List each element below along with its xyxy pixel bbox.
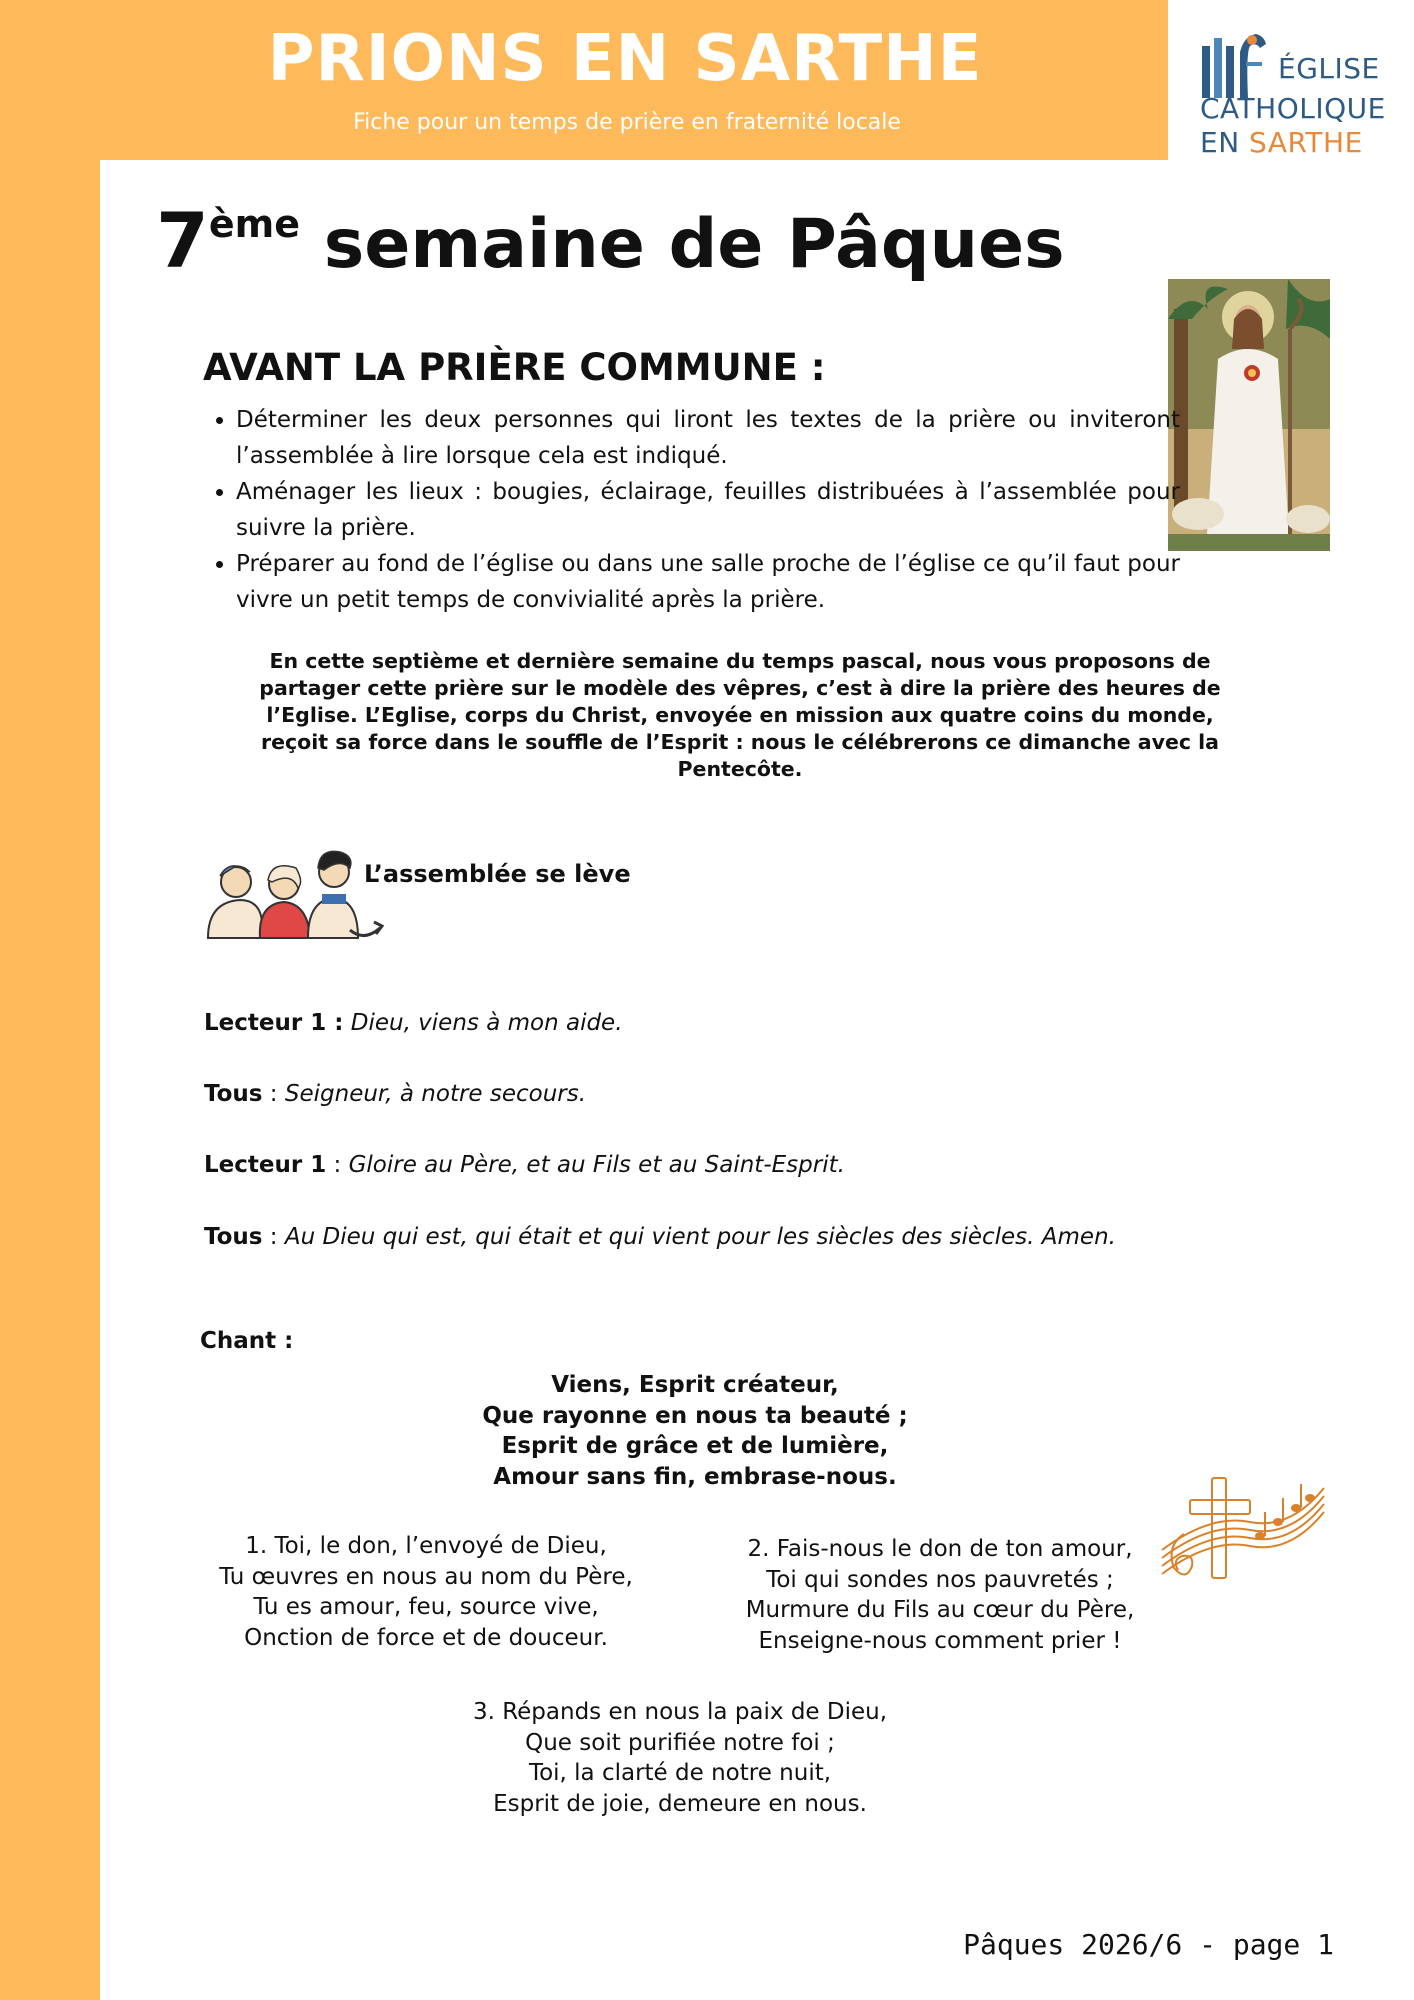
chant-verse-2: 2. Fais-nous le don de ton amour, Toi qui sondes nos pauvretés ; Murmure du Fils au cœur du Père, Enseigne-nous comment prier ! — [745, 1536, 1135, 1654]
list-item: • Préparer au fond de l’église ou dans une salle proche de l’église ce qu’il faut pour vivre un petit temps de convivialité après la prière. — [236, 546, 1180, 618]
header-subtitle: Fiche pour un temps de prière en fraternité locale — [353, 110, 901, 135]
dialogue-line-1: Lecteur 1 : Dieu, viens à mon aide. — [204, 1010, 623, 1036]
dialogue-line-2: Tous : Seigneur, à notre secours. — [204, 1081, 587, 1107]
chant-verse-1: 1. Toi, le don, l’envoyé de Dieu, Tu œuvres en nous au nom du Père, Tu es amour, feu, source vive, Onction de force et de douceur. — [219, 1533, 633, 1651]
page-footer: Pâques 2026/6 - page 1 — [963, 1928, 1334, 1961]
sacred-heart-jesus-image — [1168, 279, 1330, 551]
page-title: 7ème semaine de Pâques — [156, 196, 1065, 285]
diocese-logo — [1196, 18, 1396, 158]
before-prayer-heading: AVANT LA PRIÈRE COMMUNE : — [203, 346, 826, 389]
intro-paragraph: En cette septième et dernière semaine du temps pascal, nous vous proposons de partager cette prière sur le modèle des vêpres, c’est à dire la prière des heures de l’Eglise. L’Eglise, corps du Christ, envoyée en mission aux quatre coins du monde, reçoit sa force dans le souffle de l’Esprit : nous le célébrerons ce dimanche avec la Pentecôte. — [259, 649, 1221, 781]
left-orange-band — [0, 0, 100, 2000]
assembly-standing-icon — [200, 842, 396, 944]
chant-verse-3: 3. Répands en nous la paix de Dieu, Que soit purifiée notre foi ; Toi, la clarté de notre nuit, Esprit de joie, demeure en nous. — [472, 1699, 888, 1817]
dialogue-line-3: Lecteur 1 : Gloire au Père, et au Fils et au Saint-Esprit. — [204, 1152, 845, 1178]
header-title: PRIONS EN SARTHE — [267, 22, 983, 96]
list-item: • Déterminer les deux personnes qui liront les textes de la prière ou inviteront l’assemblée à lire lorsque cela est indiqué. — [236, 402, 1180, 474]
logo-text-line2: CATHOLIQUE — [1200, 92, 1386, 125]
list-item: • Aménager les lieux : bougies, éclairage, feuilles distribuées à l’assemblée pour suivre la prière. — [236, 474, 1180, 546]
dialogue-line-4: Tous : Au Dieu qui est, qui était et qui vient pour les siècles des siècles. Amen. — [204, 1224, 1116, 1250]
preparation-list — [206, 402, 1180, 618]
logo-text-line3: EN SARTHE — [1200, 126, 1363, 159]
chant-label: Chant : — [200, 1328, 294, 1354]
logo-text-line1: ÉGLISE — [1278, 52, 1380, 85]
chant-refrain: Viens, Esprit créateur, Que rayonne en nous ta beauté ; Esprit de grâce et de lumière, Amour sans fin, embrase-nous. — [482, 1372, 908, 1490]
music-cross-icon — [1160, 1474, 1326, 1588]
rubric-assembly-stands: L’assemblée se lève — [364, 860, 631, 888]
